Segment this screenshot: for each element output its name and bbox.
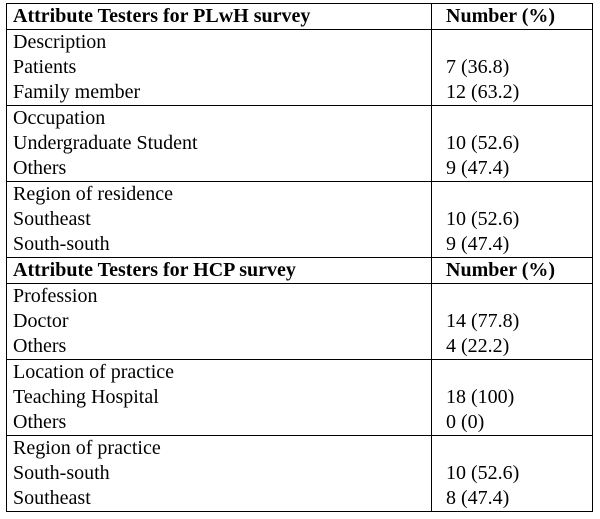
table-header-row	[7, 4, 593, 30]
row-label: Southeast	[13, 208, 91, 230]
attribute-header: Attribute Testers for PLwH survey	[7, 4, 432, 30]
blank-line	[446, 284, 592, 309]
row-value: 10 (52.6)	[446, 462, 520, 484]
attribute-cell	[7, 182, 432, 258]
row-label: Patients	[13, 56, 77, 78]
table-row	[7, 106, 593, 182]
row-label: Family member	[13, 81, 141, 103]
group-title: Location of practice	[13, 361, 175, 383]
row-label: Southeast	[13, 487, 91, 509]
group-title: Profession	[13, 285, 98, 307]
number-cell	[432, 360, 593, 436]
number-cell	[432, 30, 593, 106]
row-label: Others	[13, 335, 67, 357]
table-row	[7, 436, 593, 512]
attribute-testers-table	[6, 3, 593, 512]
row-label: Doctor	[13, 310, 69, 332]
row-value: 10 (52.6)	[446, 208, 520, 230]
table-header-row	[7, 258, 593, 284]
group-title: Occupation	[13, 107, 106, 129]
row-label: Teaching Hospital	[13, 386, 159, 408]
blank-line	[446, 106, 592, 131]
table-row	[7, 30, 593, 106]
group-title: Region of residence	[13, 183, 173, 205]
row-label: South-south	[13, 462, 110, 484]
row-value: 7 (36.8)	[446, 56, 510, 78]
row-value: 14 (77.8)	[446, 310, 520, 332]
number-cell	[432, 436, 593, 512]
number-cell	[432, 284, 593, 360]
row-value: 0 (0)	[446, 411, 485, 433]
table-row	[7, 360, 593, 436]
row-value: 10 (52.6)	[446, 132, 520, 154]
attribute-cell	[7, 284, 432, 360]
row-value: 12 (63.2)	[446, 81, 520, 103]
table-row	[7, 284, 593, 360]
row-label: Undergraduate Student	[13, 132, 198, 154]
attribute-cell	[7, 106, 432, 182]
group-title: Description	[13, 31, 107, 53]
row-value: 18 (100)	[446, 386, 515, 408]
blank-line	[446, 436, 592, 461]
blank-line	[446, 182, 592, 207]
number-header: Number (%)	[432, 4, 593, 30]
row-value: 9 (47.4)	[446, 157, 510, 179]
number-cell	[432, 182, 593, 258]
group-title: Region of practice	[13, 437, 161, 459]
row-label: South-south	[13, 233, 110, 255]
row-label: Others	[13, 157, 67, 179]
blank-line	[446, 30, 592, 55]
number-cell	[432, 106, 593, 182]
number-header: Number (%)	[432, 258, 593, 284]
row-value: 9 (47.4)	[446, 233, 510, 255]
attribute-header: Attribute Testers for HCP survey	[7, 258, 432, 284]
row-value: 4 (22.2)	[446, 335, 510, 357]
table-row	[7, 182, 593, 258]
attribute-cell	[7, 30, 432, 106]
attribute-cell	[7, 360, 432, 436]
row-value: 8 (47.4)	[446, 487, 510, 509]
blank-line	[446, 360, 592, 385]
attribute-cell	[7, 436, 432, 512]
row-label: Others	[13, 411, 67, 433]
